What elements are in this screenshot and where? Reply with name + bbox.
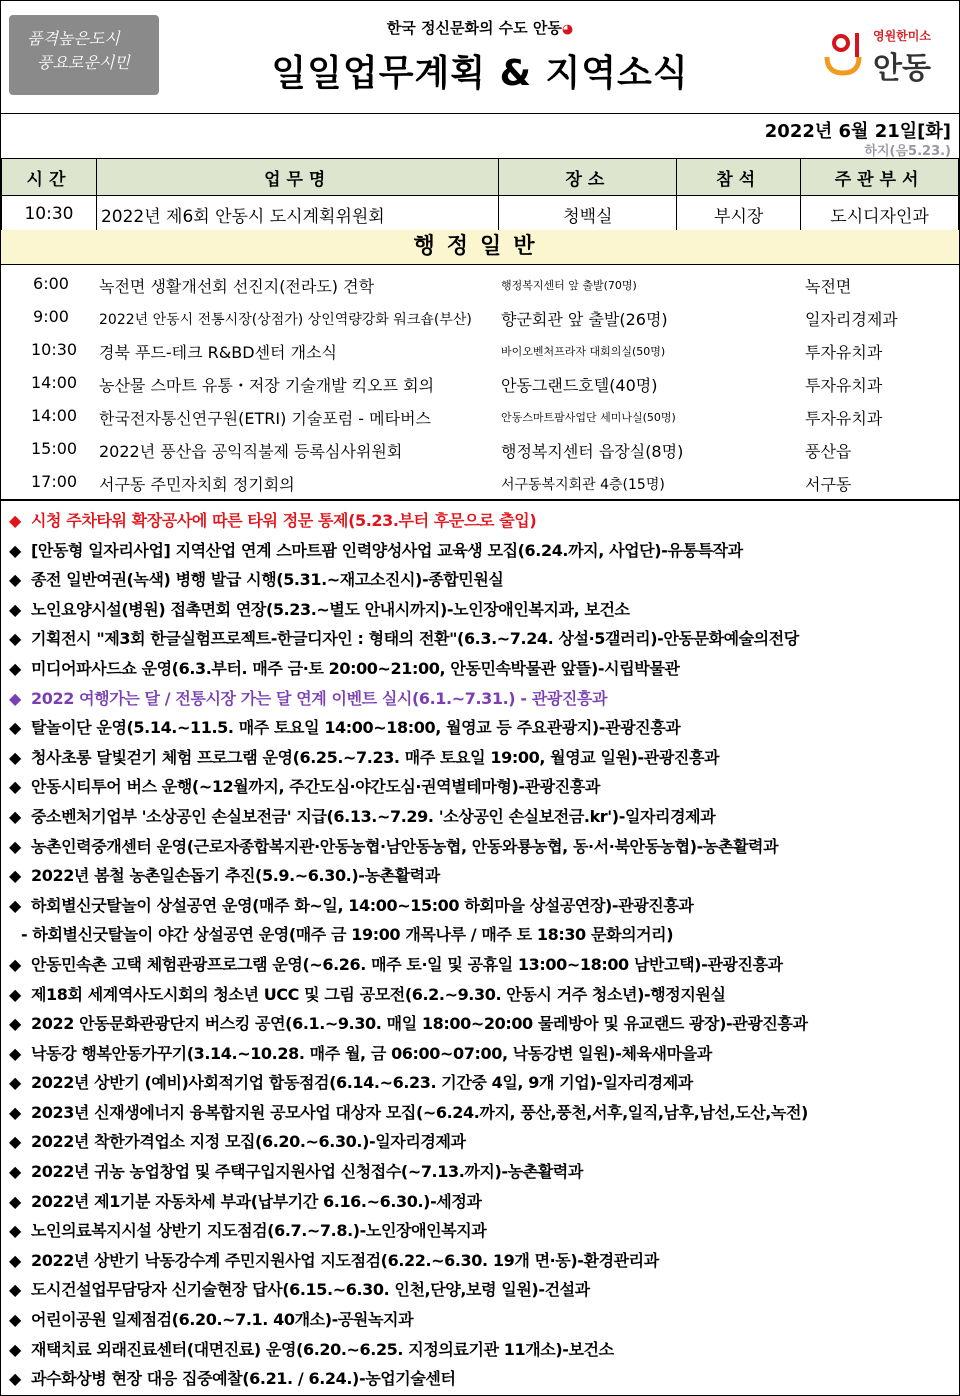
item-time: 15:00	[31, 439, 78, 458]
list-item	[1, 333, 959, 366]
slogan-line-2: 풍요로운시민	[37, 53, 130, 72]
notice-item	[9, 861, 954, 891]
diamond-bullet-icon: ◆	[9, 1280, 21, 1300]
item-dept: 서구동	[805, 475, 852, 494]
item-place: 행정복지센터 앞 출발(70명)	[501, 279, 637, 292]
notice-text: 과수화상병 현장 대응 집중예찰(6.21. / 6.24.)-농업기술센터	[31, 1369, 456, 1389]
item-place: 안동그랜드호텔(40명)	[501, 376, 658, 395]
notice-item	[9, 920, 954, 950]
date-line	[1, 114, 959, 159]
notice-text: 2022년 제1기분 자동차세 부과(납부기간 6.16.~6.30.)-세정과	[31, 1191, 482, 1211]
notice-text: 중소벤처기업부 '소상공인 손실보전금' 지급(6.13.~7.29. '소상공인 손실보전금.kr')-일자리경제과	[31, 806, 716, 826]
item-place: 향군회관 앞 출발(26명)	[501, 310, 668, 329]
notice-item	[9, 1335, 954, 1365]
col-header-place: 장소	[499, 159, 677, 196]
notice-text: 2022 안동문화관광단지 버스킹 공연(6.1.~9.30. 매일 18:00~20:00 물레방아 및 유교랜드 광장)-관광진흥과	[31, 1014, 808, 1034]
notice-item	[9, 1039, 954, 1069]
header-kicker: 한국 정신문화의 수도 안동◕	[386, 19, 574, 37]
diamond-bullet-icon: ◆	[9, 1102, 21, 1122]
notice-text: 낙동강 행복안동가꾸기(3.14.~10.28. 매주 월, 금 06:00~07:00, 낙동강변 일원)-체육새마을과	[31, 1043, 712, 1063]
item-dept: 녹전면	[805, 277, 852, 296]
diamond-bullet-icon: ◆	[9, 1310, 21, 1330]
notice-text: 미디어파사드쇼 운영(6.3.부터. 매주 금·토 20:00~21:00, 안동민속박물관 앞뜰)-시립박물관	[31, 658, 680, 678]
item-name: 경북 푸드-테크 R&BD센터 개소식	[99, 343, 337, 362]
item-name: 농산물 스마트 유통・저장 기술개발 킥오프 회의	[99, 376, 435, 395]
notice-item	[9, 1305, 954, 1335]
notice-item	[9, 980, 954, 1010]
notice-item	[9, 536, 954, 566]
diamond-bullet-icon: ◆	[9, 895, 21, 915]
schedule-header-row	[2, 159, 959, 196]
cell-dept: 도시디자인과	[801, 196, 959, 233]
diamond-bullet-icon: ◆	[9, 511, 21, 530]
item-dept: 투자유치과	[805, 376, 883, 395]
admin-section-heading: 행정일반	[1, 230, 959, 265]
diamond-bullet-icon: ◆	[9, 866, 21, 886]
diamond-bullet-icon: ◆	[9, 1339, 21, 1359]
col-header-attend: 참석	[677, 159, 801, 196]
diamond-bullet-icon: ◆	[9, 1250, 21, 1270]
diamond-bullet-icon: ◆	[9, 954, 21, 974]
logo-subtitle: 영원한미소	[873, 29, 931, 43]
notice-text: 노인의료복지시설 상반기 지도점검(6.7.~7.8.)-노인장애인복지과	[31, 1221, 487, 1241]
notice-item	[9, 624, 954, 654]
admin-list	[1, 267, 959, 498]
item-place: 행정복지센터 읍장실(8명)	[501, 442, 684, 461]
diamond-bullet-icon: ◆	[9, 1073, 21, 1093]
andong-logo	[819, 23, 939, 87]
diamond-bullet-icon: ◆	[9, 540, 21, 560]
notice-item	[9, 950, 954, 980]
cell-time: 10:30	[2, 196, 97, 233]
header	[1, 1, 959, 114]
notice-item	[9, 743, 954, 773]
notice-text: 노인요양시설(병원) 접촉면회 연장(5.23.~별도 안내시까지)-노인장애인복지과, 보건소	[31, 599, 630, 619]
item-time: 14:00	[31, 373, 78, 392]
item-place: 안동스마트팜사업단 세미나실(50명)	[501, 411, 676, 424]
notice-text: 도시건설업무담당자 신기술현장 답사(6.15.~6.30. 인천,단양,보령 일원)-건설과	[31, 1280, 590, 1300]
diamond-bullet-icon: ◆	[9, 1191, 21, 1211]
cell-attend: 부시장	[677, 196, 801, 233]
notice-item	[9, 506, 954, 536]
list-item	[1, 432, 959, 465]
diamond-bullet-icon: ◆	[9, 1014, 21, 1034]
notice-item	[9, 1246, 954, 1276]
notice-text: 재택치료 외래진료센터(대면진료) 운영(6.20.~6.25. 지정의료기관 11개소)-보건소	[31, 1339, 614, 1359]
notice-item	[9, 713, 954, 743]
notice-text: 안동민속촌 고택 체험관광프로그램 운영(~6.26. 매주 토·일 및 공휴일 13:00~18:00 남반고택)-관광진흥과	[31, 954, 783, 974]
notice-text: 탈놀이단 운영(5.14.~11.5. 매주 토요일 14:00~18:00, 월영교 등 주요관광지)-관광진흥과	[31, 718, 681, 738]
col-header-time: 시간	[2, 159, 97, 196]
notice-item	[9, 1216, 954, 1246]
list-item	[1, 465, 959, 498]
andong-logo-mark-icon	[819, 27, 871, 79]
notice-text: - 하회별신굿탈놀이 야간 상설공연 운영(매주 금 19:00 개목나루 / 매주 토 18:30 문화의거리)	[21, 925, 674, 945]
notice-text: 2022년 상반기 낙동강수계 주민지원사업 지도점검(6.22.~6.30. 19개 면·동)-환경관리과	[31, 1250, 659, 1270]
notice-text: 기획전시 "제3회 한글실험프로젝트-한글디자인 : 형태의 전환"(6.3.~7.24. 상설·5갤러리)-안동문화예술의전당	[31, 629, 799, 649]
logo-name: 안동	[873, 51, 931, 86]
item-name: 서구동 주민자치회 정기회의	[99, 475, 295, 494]
item-time: 10:30	[31, 340, 78, 359]
notice-text: 시청 주차타워 확장공사에 따른 타워 정문 통제(5.23.부터 후문으로 출입)	[31, 511, 537, 530]
item-time: 17:00	[31, 472, 78, 491]
col-header-dept: 주관부서	[801, 159, 959, 196]
diamond-bullet-icon: ◆	[9, 806, 21, 826]
diamond-bullet-icon: ◆	[9, 1132, 21, 1152]
cell-place: 청백실	[499, 196, 677, 233]
notice-text: 2022 여행가는 달 / 전통시장 가는 달 연계 이벤트 실시(6.1.~7.31.) - 관광진흥과	[31, 688, 608, 708]
notice-item	[9, 1127, 954, 1157]
notice-text: 제18회 세계역사도시회의 청소년 UCC 및 그림 공모전(6.2.~9.30. 안동시 거주 청소년)-행정지원실	[31, 984, 726, 1004]
notice-text: 2022년 상반기 (예비)사회적기업 합동점검(6.14.~6.23. 기간중 4일, 9개 기업)-일자리경제과	[31, 1073, 693, 1093]
lips-icon: ◕	[561, 22, 574, 37]
notice-item	[9, 595, 954, 625]
table-row	[2, 196, 959, 233]
notice-text: 2022년 귀농 농업창업 및 주택구입지원사업 신청접수(~7.13.까지)-농촌활력과	[31, 1162, 583, 1182]
date: 2022년 6월 21일[화]	[764, 121, 951, 142]
notice-list	[9, 506, 954, 1394]
diamond-bullet-icon: ◆	[9, 836, 21, 856]
notice-item	[9, 832, 954, 862]
item-dept: 일자리경제과	[805, 310, 898, 329]
notice-text: 종전 일반여권(녹색) 병행 발급 시행(5.31.~재고소진시)-종합민원실	[31, 570, 504, 590]
item-dept: 투자유치과	[805, 343, 883, 362]
diamond-bullet-icon: ◆	[9, 629, 21, 649]
diamond-bullet-icon: ◆	[9, 1162, 21, 1182]
notice-item	[9, 802, 954, 832]
notice-item	[9, 654, 954, 684]
item-dept: 풍산읍	[805, 442, 852, 461]
list-item	[1, 399, 959, 432]
slogan-line-1: 품격높은도시	[27, 29, 120, 48]
notice-text: 농촌인력중개센터 운영(근로자종합복지관·안동농협·남안동농협, 안동와룡농협, 동·서·북안동농협)-농촌활력과	[31, 836, 779, 856]
list-item	[1, 267, 959, 300]
diamond-bullet-icon: ◆	[9, 718, 21, 738]
item-place: 바이오벤처프라자 대회의실(50명)	[501, 345, 666, 358]
list-item	[1, 300, 959, 333]
notice-text: 안동시티투어 버스 운행(~12월까지, 주간도심·야간도심·권역별테마형)-관광진흥과	[31, 777, 600, 797]
diamond-bullet-icon: ◆	[9, 1043, 21, 1063]
notice-text: 2023년 신재생에너지 융복합지원 공모사업 대상자 모집(~6.24.까지, 풍산,풍천,서후,일직,남후,남선,도산,녹전)	[31, 1102, 808, 1122]
notice-item	[9, 1068, 954, 1098]
diamond-bullet-icon: ◆	[9, 1221, 21, 1241]
page-title: 일일업무계획 & 지역소식	[271, 53, 689, 94]
solar-term: 하지(음5.23.)	[864, 144, 951, 159]
notice-text: [안동형 일자리사업] 지역산업 연계 스마트팜 인력양성사업 교육생 모집(6.24.까지, 사업단)-유통특작과	[31, 540, 743, 560]
diamond-bullet-icon: ◆	[9, 599, 21, 619]
item-name: 2022년 안동시 전통시장(상점가) 상인역량강화 워크숍(부산)	[99, 312, 472, 328]
notice-item	[9, 565, 954, 595]
item-time: 14:00	[31, 406, 78, 425]
item-time: 9:00	[33, 307, 69, 326]
item-time: 6:00	[33, 274, 69, 293]
item-place: 서구동복지회관 4층(15명)	[501, 477, 665, 493]
diamond-bullet-icon: ◆	[9, 658, 21, 678]
diamond-bullet-icon: ◆	[9, 1369, 21, 1389]
notice-text: 2022년 봄철 농촌일손돕기 추진(5.9.~6.30.)-농촌활력과	[31, 866, 440, 886]
diamond-bullet-icon: ◆	[9, 688, 21, 708]
notice-text: 2022년 착한가격업소 지정 모집(6.20.~6.30.)-일자리경제과	[31, 1132, 466, 1152]
notice-item	[9, 1157, 954, 1187]
diamond-bullet-icon: ◆	[9, 984, 21, 1004]
item-name: 한국전자통신연구원(ETRI) 기술포럼 - 메타버스	[99, 409, 431, 428]
notice-text: 하회별신굿탈놀이 상설공연 운영(매주 화~일, 14:00~15:00 하회마을 상설공연장)-관광진흥과	[31, 895, 694, 915]
list-item	[1, 366, 959, 399]
notice-text: 어린이공원 일제점검(6.20.~7.1. 40개소)-공원녹지과	[31, 1310, 414, 1330]
item-name: 2022년 풍산읍 공익직불제 등록심사위원회	[99, 442, 403, 461]
notice-item	[9, 1098, 954, 1128]
section-divider	[1, 499, 959, 501]
item-name: 녹전면 생활개선회 선진지(전라도) 견학	[99, 277, 375, 296]
notice-item	[9, 684, 954, 714]
diamond-bullet-icon: ◆	[9, 570, 21, 590]
notice-text: 청사초롱 달빛걷기 체험 프로그램 운영(6.25.~7.23. 매주 토요일 19:00, 월영교 일원)-관광진흥과	[31, 747, 720, 767]
notice-item	[9, 1009, 954, 1039]
diamond-bullet-icon: ◆	[9, 747, 21, 767]
item-dept: 투자유치과	[805, 409, 883, 428]
schedule-table	[1, 158, 959, 233]
notice-item	[9, 1187, 954, 1217]
cell-task: 2022년 제6회 안동시 도시계획위원회	[96, 196, 499, 233]
notice-item	[9, 772, 954, 802]
notice-item	[9, 1275, 954, 1305]
diamond-bullet-icon: ◆	[9, 777, 21, 797]
notice-item	[9, 1364, 954, 1394]
notice-item	[9, 891, 954, 921]
col-header-task: 업무명	[96, 159, 499, 196]
